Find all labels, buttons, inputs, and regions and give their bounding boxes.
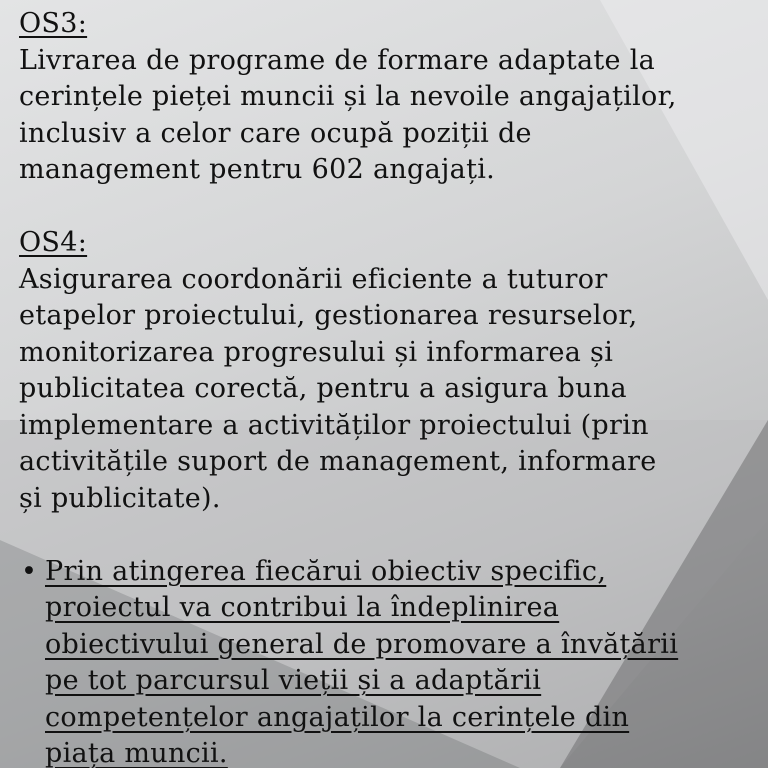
- text-line: Livrarea de programe de formare adaptate la: [19, 44, 656, 76]
- os4-section: [19, 225, 759, 517]
- section-gap: [19, 189, 759, 226]
- os3-paragraph: [19, 43, 759, 189]
- bullet-marker: •: [21, 555, 38, 587]
- text-line: și publicitate).: [19, 482, 221, 514]
- text-line: piața muncii.: [45, 738, 228, 768]
- text-line: Asigurarea coordonării eficiente a tuturor: [19, 263, 608, 295]
- text-line: inclusiv a celor care ocupă poziții de: [19, 117, 532, 149]
- document-body: [19, 6, 759, 768]
- text-line: cerințele pieței muncii și la nevoile angajaților,: [19, 81, 677, 112]
- os4-paragraph: [19, 262, 759, 518]
- text-line: pe tot parcursul vieții și a adaptării: [45, 665, 542, 696]
- text-line: management pentru 602 angajați.: [19, 154, 496, 185]
- text-line: obiectivului general de promovare a învățării: [45, 628, 679, 660]
- text-line: etapelor proiectului, gestionarea resurselor,: [19, 300, 638, 331]
- text-line: monitorizarea progresului și informarea și: [19, 336, 614, 368]
- bullet-paragraph: [45, 554, 678, 768]
- text-line: proiectul va contribui la îndeplinirea: [45, 592, 560, 623]
- os4-heading: OS4:: [19, 227, 88, 258]
- text-line: implementare a activităților proiectului (prin: [19, 409, 649, 441]
- text-line: Prin atingerea fiecărui obiectiv specific,: [45, 555, 607, 587]
- text-line: publicitatea corectă, pentru a asigura buna: [19, 373, 627, 404]
- os3-heading: OS3:: [19, 8, 88, 39]
- text-line: competențelor angajaților la cerințele din: [45, 701, 630, 733]
- os3-section: [19, 6, 759, 189]
- section-gap: [19, 517, 759, 554]
- text-line: activitățile suport de management, informare: [19, 446, 657, 477]
- bullet-item: [19, 554, 759, 768]
